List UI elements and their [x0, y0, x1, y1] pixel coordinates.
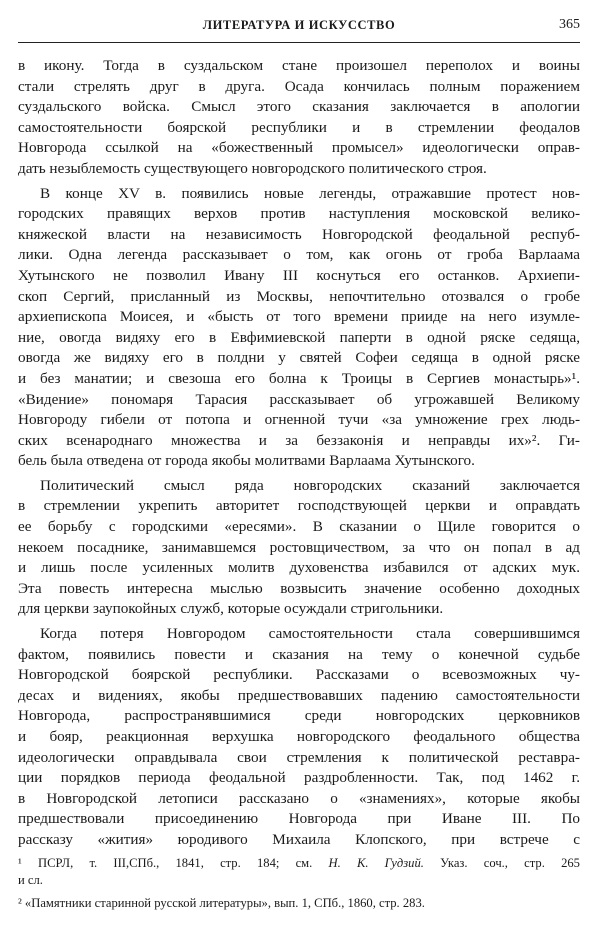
paragraph-3-line-2: в стремлении укрепить авторитет господствующей церкви и оправдать — [18, 497, 580, 515]
paragraph-2-line-7: архиепископа Моисея, и «бысть от того времени прииде на него изумле- — [18, 308, 580, 326]
paragraph-3-line-5: и лишь после усиленных молитв духовенства избавился от адских мук. — [18, 559, 580, 577]
header-rule — [18, 42, 580, 43]
paragraph-2-line-5: Хутынского не позволил Ивану III коснуться его останков. Архиепи- — [18, 266, 580, 284]
paragraph-4-line-1: Когда потеря Новгородом самостоятельности стала совершившимся — [40, 625, 580, 643]
paragraph-4-line-10: предшествовали присоединению Новгорода при Иване III. По — [18, 810, 580, 828]
paragraph-2-line-4: лики. Одна легенда рассказывает о том, как огонь от гроба Варлаама — [18, 246, 580, 264]
page-number: 365 — [559, 17, 580, 32]
footnote-1-author: Н. К. Гудзий. — [328, 856, 424, 870]
paragraph-2-line-12: Новгороду гибели от потопа и огненной тучи «за умножение грех людь- — [18, 411, 580, 429]
paragraph-2-line-3: княжеской власти на независимость Новгородской феодальной респуб- — [18, 225, 580, 243]
paragraph-4-line-6: и бояр, реакционная верхушка новгородского феодального общества — [18, 728, 580, 745]
footnote-1-marker: ¹ — [18, 856, 22, 870]
footnote-1-text-end: Указ. соч., стр. 265 — [423, 856, 580, 870]
paragraph-2-line-2: городских правящих верхов против наступления московской велико- — [18, 205, 580, 223]
footnotes — [18, 855, 580, 912]
paragraph-4-line-5: Новгорода, распространявшимися среди новгородских церковников — [18, 707, 580, 725]
paragraph-3-line-7: для церкви заупокойных служб, которые осуждали стригольники. — [18, 600, 444, 618]
paragraph-1-line-4: самостоятельности боярской республики и в стремлении феодалов — [18, 118, 580, 136]
paragraph-3-line-4: некоем посаднике, занимавшемся ростовщичеством, за что он попал в ад — [18, 538, 580, 556]
paragraph-1-line-3: суздальского войска. Смысл этого сказания заключается в апологии — [18, 98, 580, 116]
body-text — [18, 56, 580, 851]
footnote-1-text: ПСРЛ, т. III,СПб., 1841, стр. 184; см. — [21, 856, 329, 870]
paragraph-1-line-2: стали стрелять друг в друга. Осада кончилась полным поражением — [18, 77, 580, 95]
paragraph-4-line-8: ции порядков периода феодальной раздробленности. Так, под 1462 г. — [18, 769, 580, 787]
paragraph-3-line-1: Политический смысл ряда новгородских сказаний заключается — [40, 476, 580, 494]
paragraph-1-line-5: Новгорода ссылкой на «божественный промысел» идеологически оправ- — [18, 139, 580, 157]
paragraph-4-line-7: идеологически оправдывала свои стремления к политической реставра- — [18, 748, 580, 766]
paragraph-2-line-6: скоп Сергий, присланный из Москвы, непочтительно отозвался о гробе — [18, 287, 580, 305]
paragraph-3-line-6: Эта повесть интересна мыслью возвысить значение особенно доходных — [18, 579, 580, 597]
footnote-2 — [18, 895, 580, 912]
paragraph-2-line-9: овогда же видяху его в полдни у святей Софеи седяща в одной ряске — [18, 349, 580, 367]
footnote-2-text: «Памятники старинной русской литературы», вып. 1, СПб., 1860, стр. 283. — [21, 896, 425, 910]
footnote-2-marker: ² — [18, 896, 22, 910]
paragraph-2-line-1: В конце XV в. появились новые легенды, отражавшие протест нов- — [40, 184, 580, 202]
paragraph-2-line-14: бель была отведена от города якобы молитвами Варлаама Хутынского. — [18, 452, 475, 470]
footnote-1-line-1 — [18, 855, 580, 872]
paragraph-4-line-3: Новгородской боярской республики. Рассказами о всевозможных чу- — [18, 666, 580, 684]
paragraph-4-line-4: десах и видениях, якобы предшествовавших падению самостоятельности — [18, 686, 580, 704]
paragraph-3-line-3: ее борьбу с городскими «ересями». В сказании о Щиле говорится о — [18, 518, 580, 536]
paragraph-1-line-6: дать незыблемость существующего новгородского политического строя. — [18, 159, 487, 177]
paragraph-4-line-9: в Новгородской летописи рассказано о «знамениях», которые якобы — [18, 789, 580, 807]
paragraph-1-line-1: в икону. Тогда в суздальском стане произошел переполох и воины — [18, 57, 580, 74]
paragraph-4-line-11: рассказу «жития» юродивого Михаила Клопского, при встрече с — [18, 830, 580, 848]
paragraph-2-line-13: ских всенароднаго множества и за беззаконія и неправды их»². Ги- — [18, 431, 580, 449]
paragraph-2-line-10: и без манатии; и свезоша его болна к Троицы в Сергиев монастырь»¹. — [18, 369, 580, 387]
paragraph-2-line-11: «Видение» пономаря Тарасия рассказывает об угрожавшей Великому — [18, 390, 580, 408]
paragraph-2-line-8: ние, овогда видяху его в Евфимиевской паперти в одной ряске седяща, — [18, 328, 580, 346]
footnote-1-line-2: и сл. — [18, 873, 43, 887]
running-header — [18, 18, 580, 40]
running-header-title: ЛИТЕРАТУРА И ИСКУССТВО — [202, 18, 396, 32]
paragraph-4-line-2: фактом, появились повести и сказания на тему о конечной судьбе — [18, 645, 580, 663]
